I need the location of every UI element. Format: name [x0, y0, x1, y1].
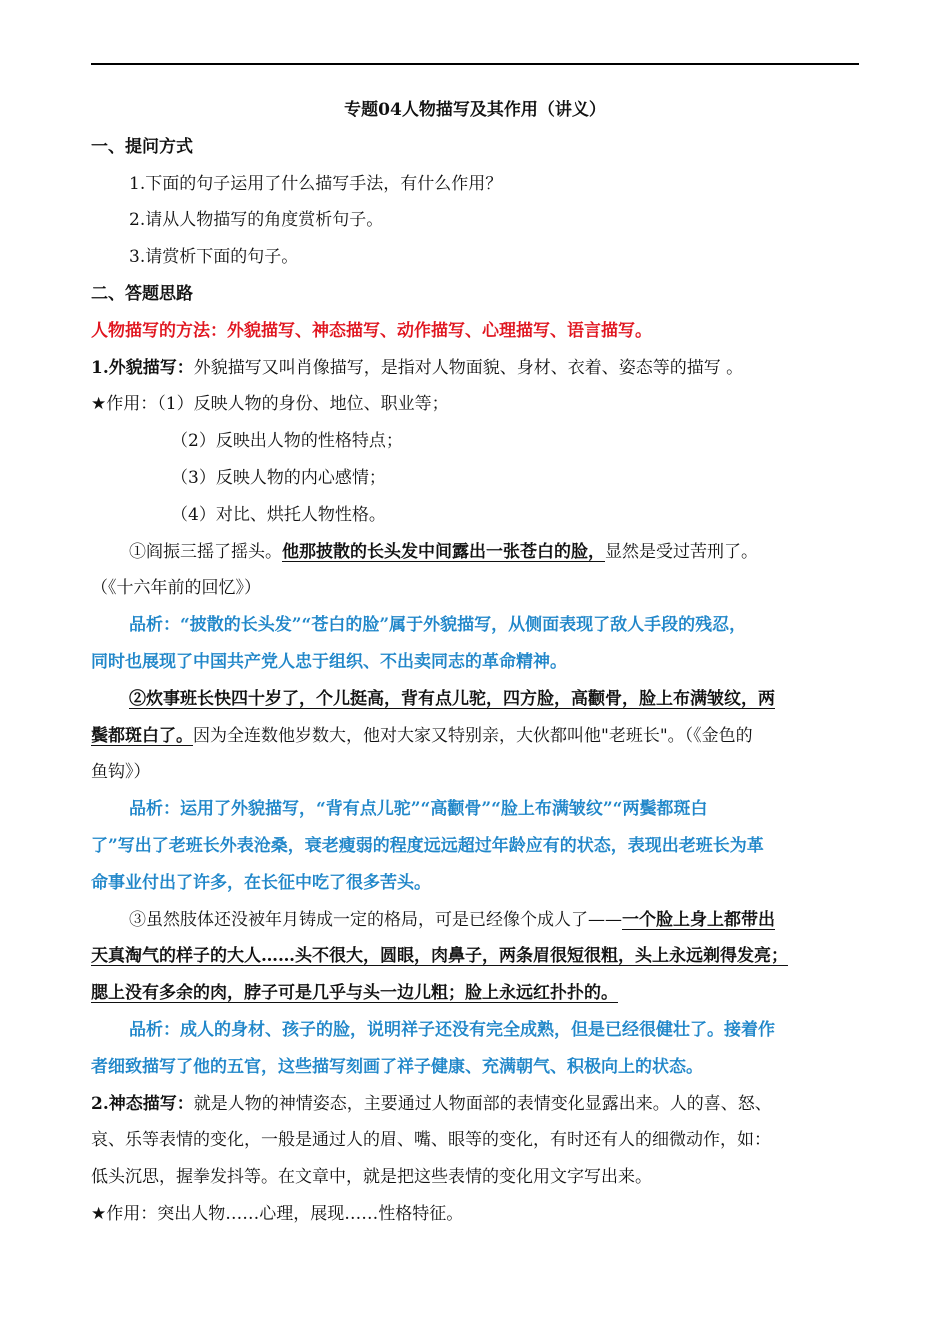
appearance-effect-3: （3）反映人物的内心感情；	[171, 467, 386, 488]
section-1-heading: 一、提问方式	[91, 136, 193, 157]
example-2-underlined-1: ②炊事班长快四十岁了，个儿挺高，背有点儿驼，四方脸，高颧骨，脸上布满皱纹，两	[129, 688, 775, 709]
appearance-label: 1.外貌描写：	[91, 357, 194, 378]
example-2-analysis-2: 了”写出了老班长外表沧桑，衰老瘦弱的程度远远超过年龄应有的状态，表现出老班长为革	[91, 835, 764, 856]
example-3-underlined-3: 腮上没有多余的肉，脖子可是几乎与头一边儿粗；脸上永远红扑扑的。	[91, 983, 618, 1004]
appearance-effect-2: （2）反映出人物的性格特点；	[171, 431, 403, 452]
doc-title: 专题04人物描写及其作用（讲义）	[344, 100, 606, 120]
header-rule	[91, 63, 859, 65]
question-2: 2.请从人物描写的角度赏析句子。	[129, 210, 384, 231]
example-3-pre: ③虽然肢体还没被年月铸成一定的格局，可是已经像个成人了——	[129, 909, 622, 930]
example-3-analysis-2: 者细致描写了他的五官，这些描写刻画了祥子健康、充满朝气、积极向上的状态。	[91, 1056, 703, 1077]
example-1	[91, 534, 859, 571]
example-1-underlined: 他那披散的长头发中间露出一张苍白的脸，	[282, 541, 605, 562]
document-page	[91, 92, 859, 1233]
example-3-underlined-2: 天真淘气的样子的大人……头不很大，圆眼，肉鼻子，两条眉很短很粗，头上永远剃得发亮；	[91, 946, 788, 967]
example-3-analysis-1: 品析：成人的身材、孩子的脸，说明祥子还没有完全成熟，但是已经很健壮了。接着作	[129, 1019, 775, 1040]
question-3: 3.请赏析下面的句子。	[129, 247, 299, 268]
section-2-heading: 二、答题思路	[91, 283, 193, 304]
example-2-underlined-2: 鬓都斑白了。	[91, 725, 193, 746]
star-icon: ★	[91, 1203, 107, 1224]
example-2-analysis-3: 命事业付出了许多，在长征中吃了很多苦头。	[91, 872, 431, 893]
question-1: 1.下面的句子运用了什么描写手法，有什么作用？	[129, 173, 503, 194]
example-3-underlined-1: 一个脸上身上都带出	[622, 909, 775, 930]
expression-definition-3: 低头沉思，握拳发抖等。在文章中，就是把这些表情的变化用文字写出来。	[91, 1167, 652, 1188]
appearance-definition	[91, 350, 859, 387]
appearance-desc: 外貌描写又叫肖像描写，是指对人物面貌、身材、衣着、姿态等的描写 。	[193, 357, 744, 378]
example-1-post: 显然是受过苦刑了。	[605, 541, 758, 562]
example-1-pre: ①阎振三摇了摇头。	[129, 541, 282, 562]
example-3-line-2	[91, 938, 859, 975]
example-1-analysis-1: 品析：“披散的长头发”“苍白的脸”属于外貌描写，从侧面表现了敌人手段的残忍，	[129, 615, 747, 636]
effect-label: 作用：	[106, 394, 158, 415]
example-1-analysis-2: 同时也展现了中国共产党人忠于组织、不出卖同志的革命精神。	[91, 651, 567, 672]
appearance-effect-1	[91, 386, 859, 423]
expression-definition-2: 哀、乐等表情的变化，一般是通过人的眉、嘴、眼等的变化，有时还有人的细微动作，如：	[91, 1130, 771, 1151]
example-2-line-1	[91, 681, 859, 718]
expression-effect-text: 作用：突出人物……心理，展现……性格特征。	[106, 1203, 464, 1224]
effect-item-1: （1）反映人物的身份、地位、职业等；	[157, 394, 449, 415]
example-2-post: 因为全连数他岁数大，他对大家又特别亲，大伙都叫他"老班长"。（《金色的	[193, 725, 753, 746]
expression-definition-1	[91, 1086, 859, 1123]
star-icon: ★	[91, 394, 107, 415]
expression-effect	[91, 1196, 859, 1233]
expression-desc-1: 就是人物的神情姿态，主要通过人物面部的表情变化显露出来。人的喜、怒、	[193, 1093, 772, 1114]
example-1-source: （《十六年前的回忆》）	[91, 578, 261, 599]
example-3-line-1	[91, 902, 859, 939]
example-2-source: 鱼钩》）	[91, 762, 151, 783]
example-2-line-2	[91, 718, 859, 755]
expression-label: 2.神态描写：	[91, 1093, 194, 1114]
methods-summary: 人物描写的方法：外貌描写、神态描写、动作描写、心理描写、语言描写。	[91, 320, 652, 341]
example-2-analysis-1: 品析：运用了外貌描写，“背有点儿驼”“高颧骨”“脸上布满皱纹”“两鬓都斑白	[129, 799, 708, 820]
example-3-line-3	[91, 975, 859, 1012]
appearance-effect-4: （4）对比、烘托人物性格。	[171, 504, 386, 525]
